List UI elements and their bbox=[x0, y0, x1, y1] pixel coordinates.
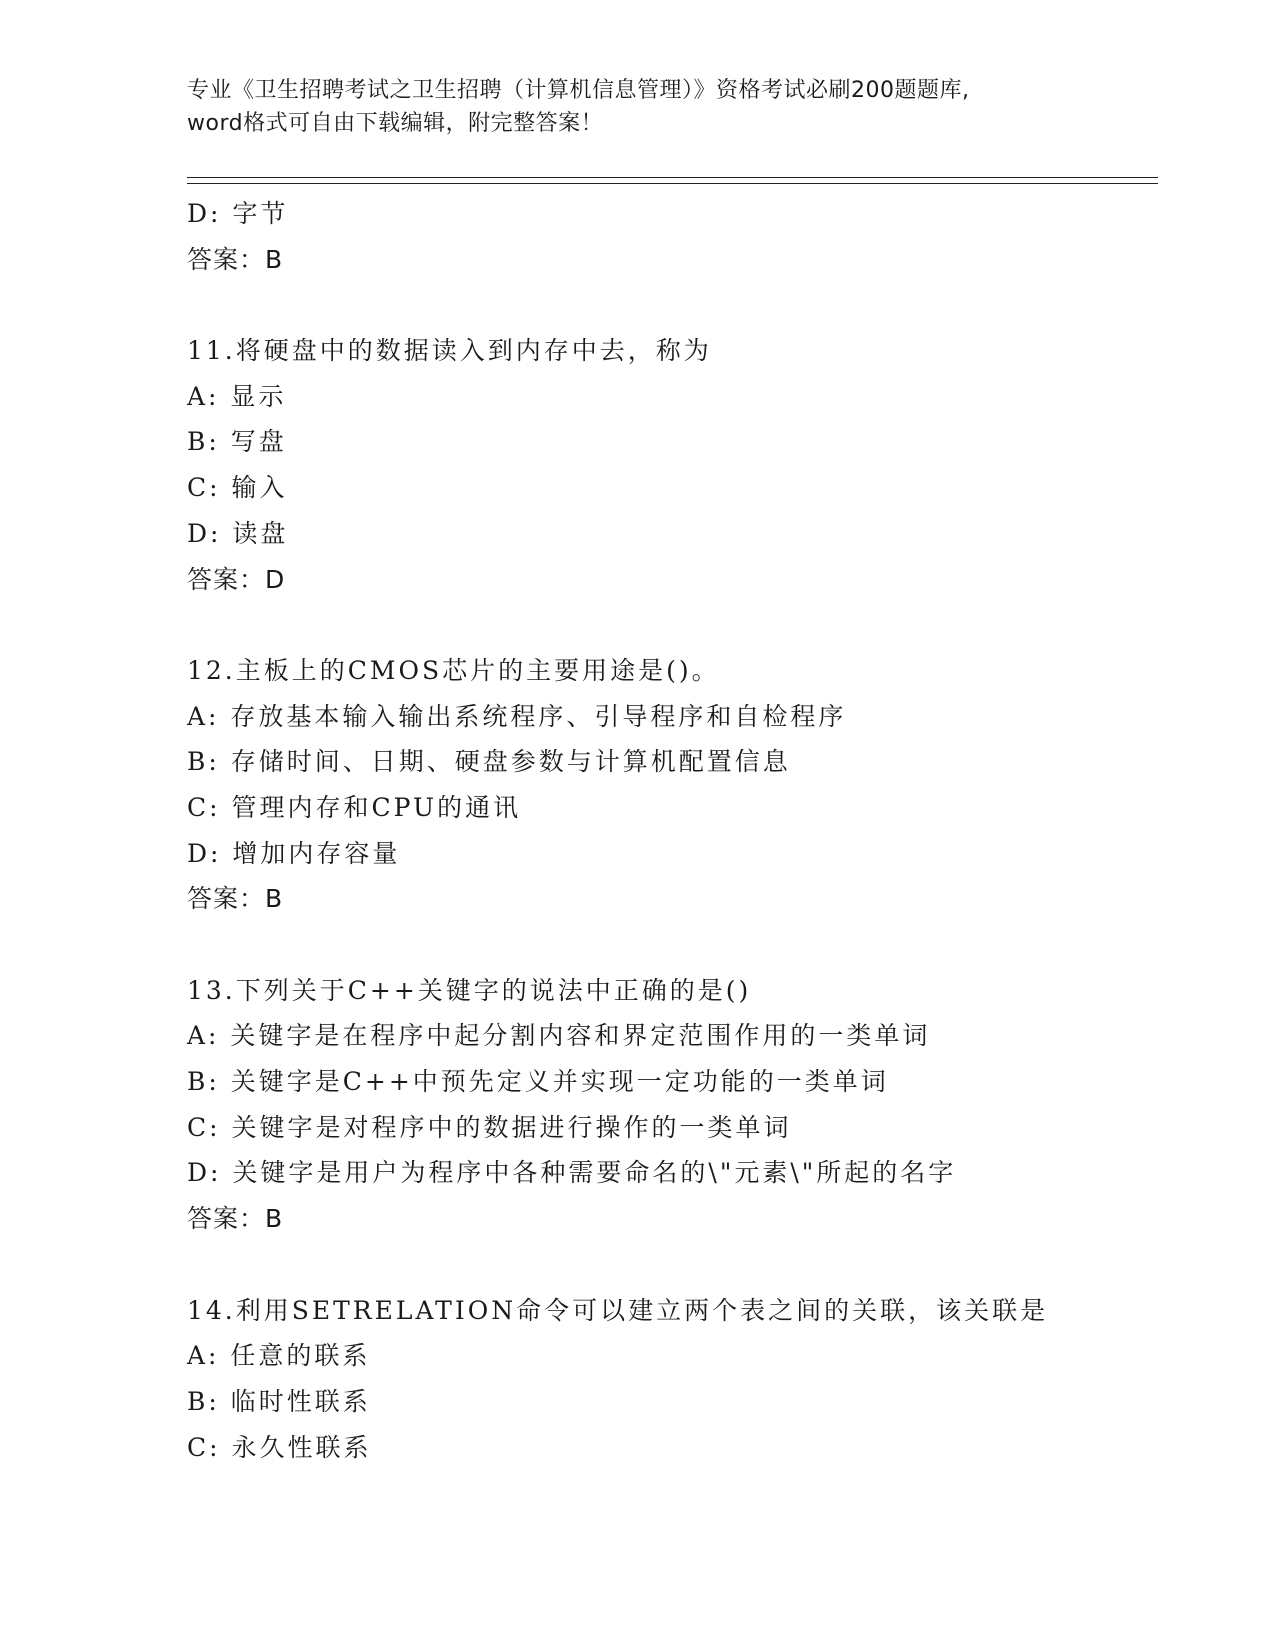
option-a: A: 存放基本输入输出系统程序、引导程序和自检程序 bbox=[187, 701, 847, 731]
option-b: B: 临时性联系 bbox=[187, 1386, 371, 1416]
option-b: B: 关键字是C++中预先定义并实现一定功能的一类单词 bbox=[187, 1067, 889, 1097]
option-c: C: 永久性联系 bbox=[187, 1432, 372, 1462]
header-line-2: word格式可自由下载编辑，附完整答案！ bbox=[187, 111, 604, 136]
question-11 bbox=[187, 328, 1147, 602]
option-a: A: 任意的联系 bbox=[187, 1341, 371, 1371]
question-list bbox=[187, 191, 1147, 1470]
answer-label: 答案：B bbox=[187, 244, 284, 274]
header-line-1: 专业《卫生招聘考试之卫生招聘（计算机信息管理）》资格考试必刷200题题库, bbox=[187, 78, 970, 103]
option-b: B: 存储时间、日期、硬盘参数与计算机配置信息 bbox=[187, 747, 791, 777]
option-c: C: 管理内存和CPU的通讯 bbox=[187, 792, 522, 822]
header-divider-bottom bbox=[187, 183, 1158, 184]
question-stem: 11.将硬盘中的数据读入到内存中去，称为 bbox=[187, 336, 712, 366]
answer-label: 答案：B bbox=[187, 1204, 284, 1234]
option-c: C: 关键字是对程序中的数据进行操作的一类单词 bbox=[187, 1112, 792, 1142]
option-c: C: 输入 bbox=[187, 473, 288, 503]
answer-label: 答案：D bbox=[187, 564, 286, 594]
question-stem: 14.利用SETRELATION命令可以建立两个表之间的关联，该关联是 bbox=[187, 1295, 1049, 1325]
option-a: A: 关键字是在程序中起分割内容和界定范围作用的一类单词 bbox=[187, 1021, 931, 1051]
answer-label: 答案：B bbox=[187, 884, 284, 914]
option-d: D: 字节 bbox=[187, 199, 289, 228]
option-b: B: 写盘 bbox=[187, 427, 287, 457]
option-a: A: 显示 bbox=[187, 381, 287, 411]
question-13 bbox=[187, 968, 1147, 1242]
question-14 bbox=[187, 1288, 1147, 1471]
option-d: D: 增加内存容量 bbox=[187, 838, 401, 868]
question-12 bbox=[187, 648, 1147, 922]
question-stem: 13.下列关于C++关键字的说法中正确的是() bbox=[187, 975, 752, 1005]
question-stem: 12.主板上的CMOS芯片的主要用途是()。 bbox=[187, 655, 720, 685]
option-d: D: 读盘 bbox=[187, 518, 289, 548]
header-divider-top bbox=[187, 177, 1158, 178]
option-d: D: 关键字是用户为程序中各种需要命名的\"元素\"所起的名字 bbox=[187, 1158, 957, 1188]
page-header bbox=[187, 74, 1087, 140]
